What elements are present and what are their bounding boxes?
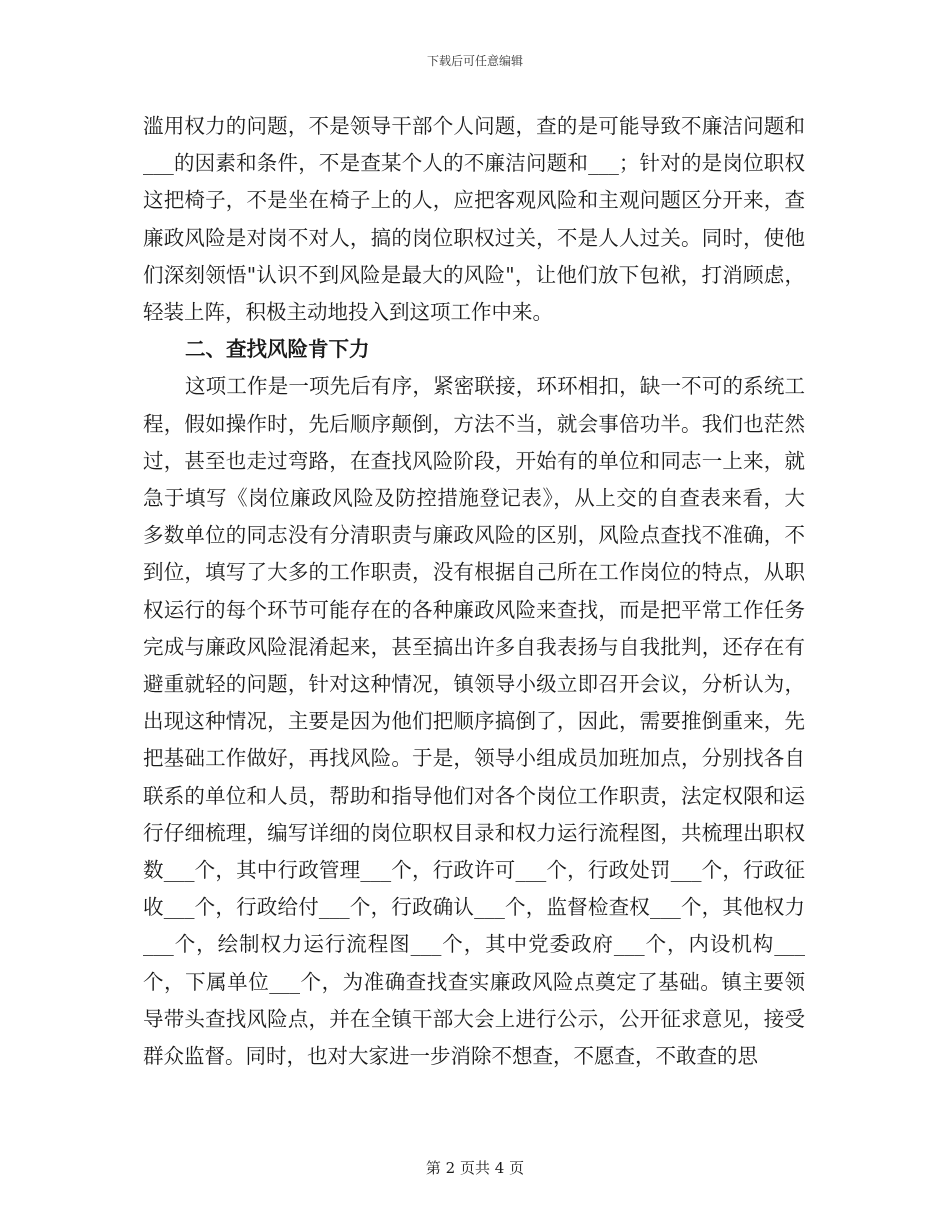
paragraph-body: 这项工作是一项先后有序，紧密联接，环环相扣，缺一不可的系统工程，假如操作时，先后顺序颠倒，方法不当，就会事倍功半。我们也茫然过，甚至也走过弯路，在查找风险阶段，开始有的单位和同志一上来，就急于填写《岗位廉政风险及防控措施登记表》，从上交的自查表来看，大多数单位的同志没有分清职责与廉政风险的区别，风险点查找不准确，不到位，填写了大多的工作职责，没有根据自己所在工作岗位的特点，从职权运行的每个环节可能存在的各种廉政风险来查找，而是把平常工作任务完成与廉政风险混淆起来，甚至搞出许多自我表扬与自我批判，还存在有避重就轻的问题，针对这种情况，镇领导小级立即召开会议，分析认为，出现这种情况，主要是因为他们把顺序搞倒了，因此，需要推倒重来，先把基础工作做好，再找风险。于是，领导小组成员加班加点，分别找各自联系的单位和人员，帮助和指导他们对各个岗位工作职责，法定权限和运行仔细梳理，编写详细的岗位职权目录和权力运行流程图，共梳理出职权数___个，其中行政管理___个，行政许可___个，行政处罚___个，行政征收___个，行政给付___个，行政确认___个，监督检查权___个，其他权力___个，绘制权力运行流程图___个，其中党委政府___个，内设机构___个，下属单位___个，为准确查找查实廉政风险点奠定了基础。镇主要领导带头查找风险点，并在全镇干部大会上进行公示，公开征求意见，接受群众监督。同时，也对大家进一步消除不想查，不愿查，不敢查的思	[143, 374, 805, 1069]
page-header: 下载后可任意编辑	[426, 54, 523, 68]
document-body	[143, 108, 805, 1075]
section-heading: 二、查找风险肯下力	[185, 337, 370, 362]
page-number: 第 2 页共 4 页	[425, 1159, 525, 1177]
paragraph-continued: 滥用权力的问题，不是领导干部个人问题，查的是可能导致不廉洁问题和___的因素和条件，不是查某个人的不廉洁问题和___；针对的是岗位职权这把椅子，不是坐在椅子上的人，应把客观风险和主观问题区分开来，查廉政风险是对岗不对人，搞的岗位职权过关，不是人人过关。同时，使他们深刻领悟"认识不到风险是最大的风险"，让他们放下包袱，打消顾虑，轻装上阵，积极主动地投入到这项工作中来。	[143, 114, 805, 325]
